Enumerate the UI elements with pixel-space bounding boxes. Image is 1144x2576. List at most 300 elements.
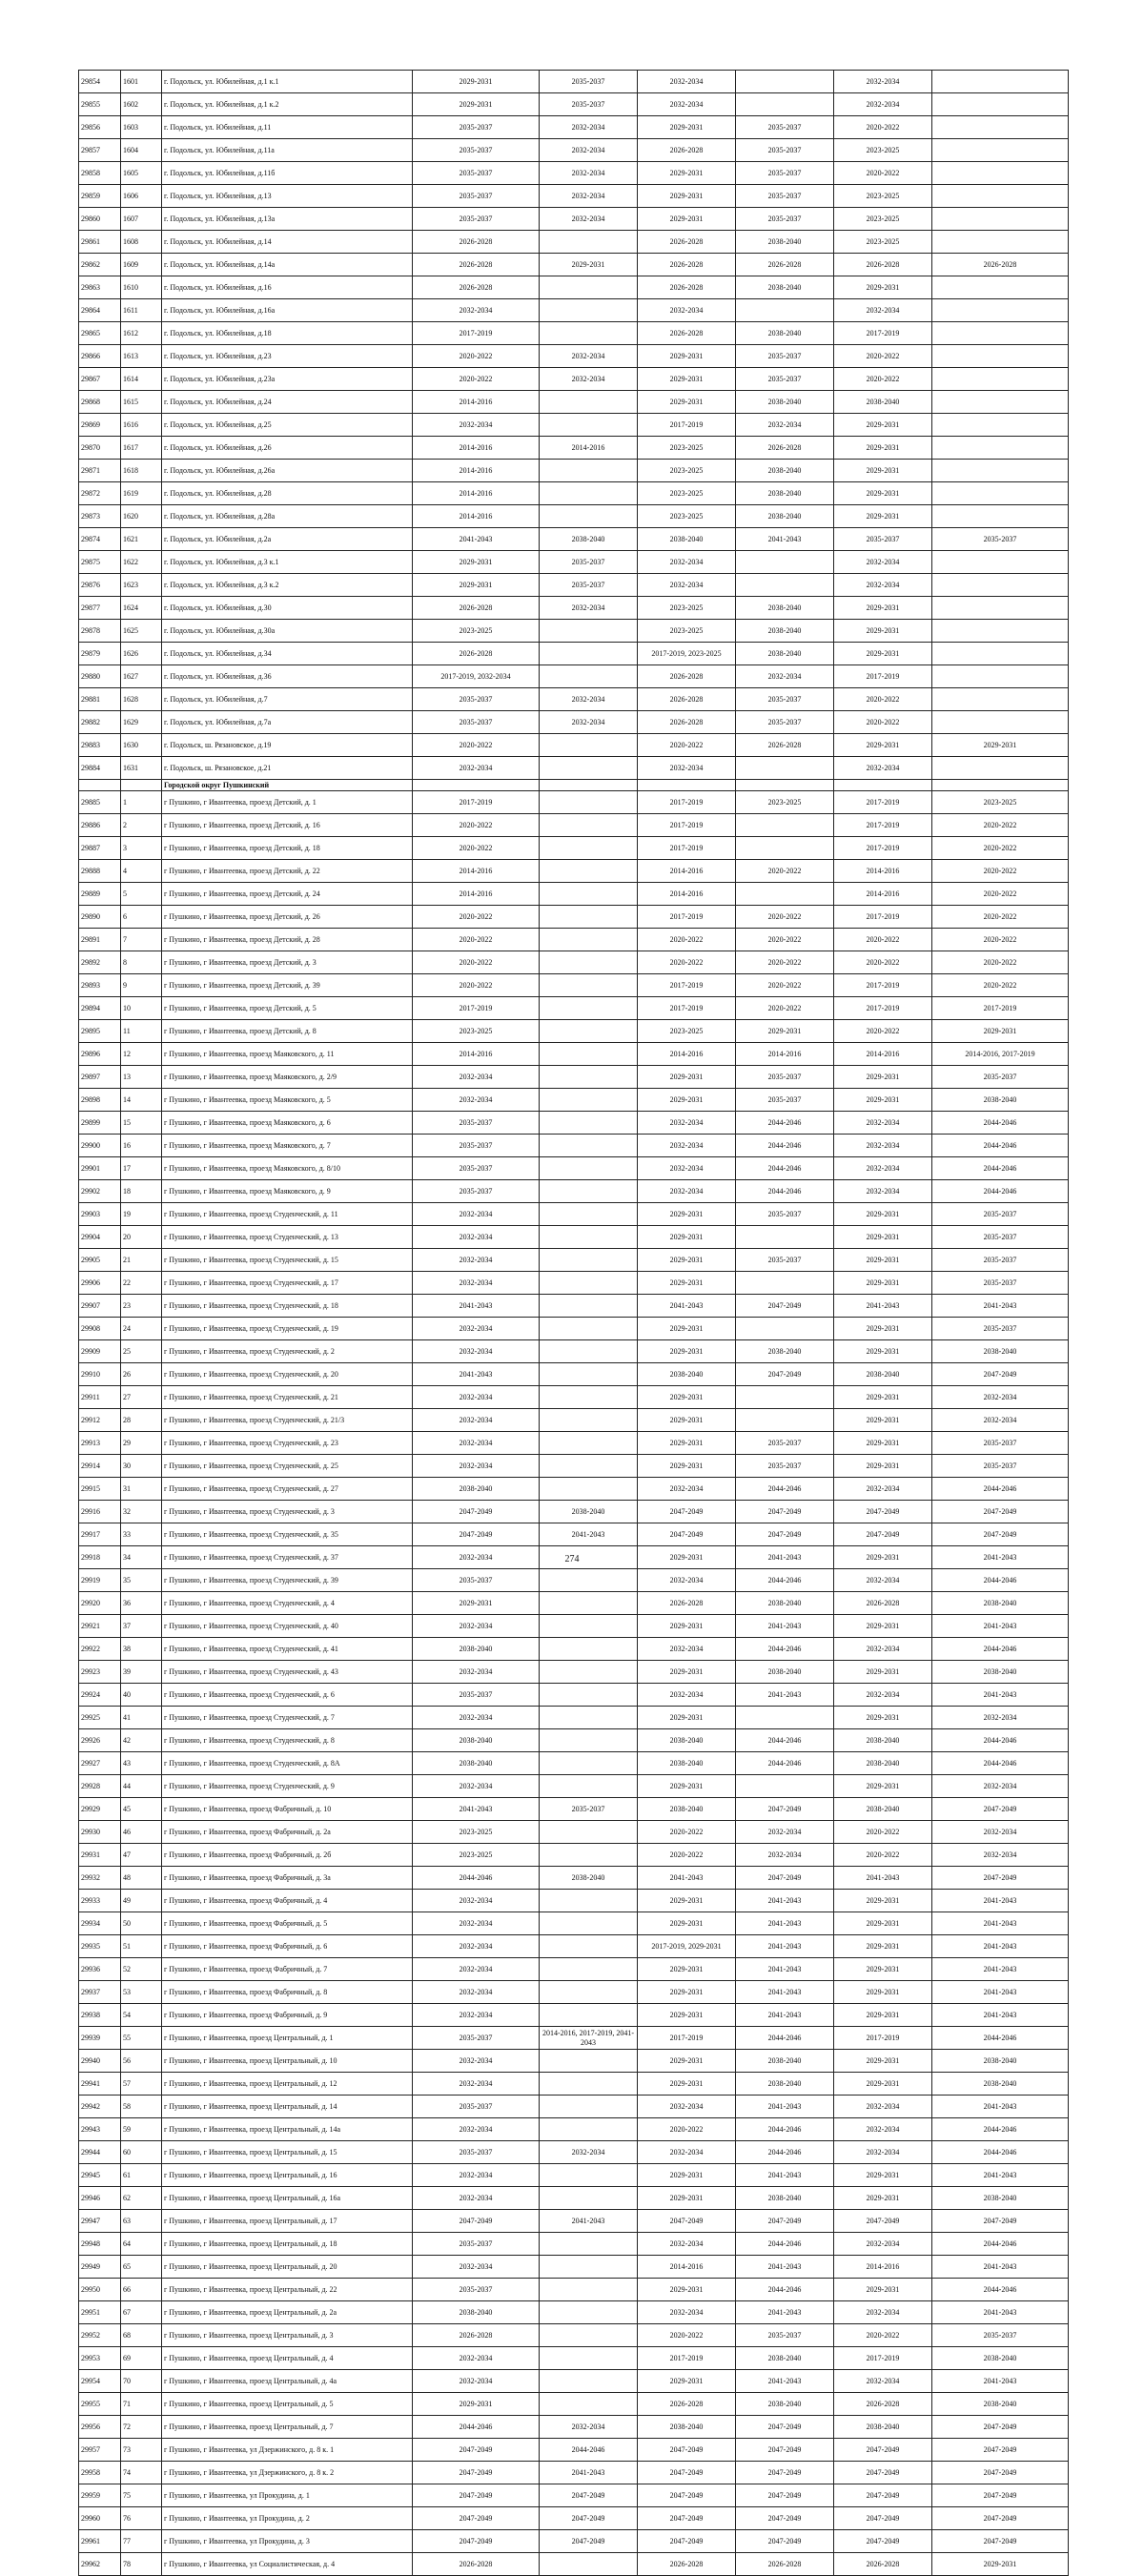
period-cell-3: 2029-2031 <box>638 1615 736 1638</box>
period-cell-1: 2032-2034 <box>413 2187 540 2210</box>
section-cell-blank <box>121 780 162 791</box>
period-cell-2: 2035-2037 <box>540 1798 638 1821</box>
address-cell: г Пушкино, г Ивантеевка, проезд Маяковского, д. 5 <box>162 1089 413 1112</box>
period-cell-4: 2044-2046 <box>736 1752 834 1775</box>
period-cell-2 <box>540 414 638 437</box>
period-cell-3: 2038-2040 <box>638 2416 736 2439</box>
row-id-cell: 29859 <box>79 185 121 208</box>
period-cell-2 <box>540 860 638 883</box>
section-cell-blank <box>638 780 736 791</box>
period-cell-2 <box>540 391 638 414</box>
period-cell-1: 2032-2034 <box>413 1340 540 1363</box>
table-row <box>79 2416 1069 2439</box>
period-cell-6: 2044-2046 <box>932 2027 1069 2050</box>
row-id-cell: 29905 <box>79 1249 121 1272</box>
period-cell-5: 2017-2019 <box>834 322 932 345</box>
period-cell-5: 2029-2031 <box>834 1890 932 1912</box>
period-cell-6: 2047-2049 <box>932 1867 1069 1890</box>
period-cell-2 <box>540 299 638 322</box>
period-cell-6: 2026-2028 <box>932 254 1069 276</box>
table-row <box>79 2256 1069 2279</box>
period-cell-6: 2035-2037 <box>932 1226 1069 1249</box>
period-cell-5: 2038-2040 <box>834 1798 932 1821</box>
period-cell-5: 2029-2031 <box>834 1386 932 1409</box>
item-number-cell: 1611 <box>121 299 162 322</box>
row-id-cell: 29889 <box>79 883 121 906</box>
period-cell-6 <box>932 482 1069 505</box>
item-number-cell: 1602 <box>121 93 162 116</box>
address-cell: г Пушкино, г Ивантеевка, проезд Маяковского, д. 7 <box>162 1135 413 1157</box>
period-cell-3: 2032-2034 <box>638 2301 736 2324</box>
item-number-cell: 77 <box>121 2530 162 2553</box>
period-cell-2: 2035-2037 <box>540 93 638 116</box>
table-row <box>79 437 1069 460</box>
period-cell-3: 2029-2031 <box>638 2370 736 2393</box>
table-row <box>79 2324 1069 2347</box>
address-cell: г Пушкино, г Ивантеевка, проезд Детский, д. 39 <box>162 974 413 997</box>
period-cell-4: 2047-2049 <box>736 2439 834 2462</box>
table-row <box>79 814 1069 837</box>
period-cell-6: 2041-2043 <box>932 1295 1069 1318</box>
period-cell-6: 2035-2037 <box>932 1318 1069 1340</box>
address-cell: г Пушкино, г Ивантеевка, проезд Студенческий, д. 13 <box>162 1226 413 1249</box>
period-cell-5: 2020-2022 <box>834 951 932 974</box>
period-cell-6: 2017-2019 <box>932 997 1069 1020</box>
table-row <box>79 2279 1069 2301</box>
item-number-cell: 1619 <box>121 482 162 505</box>
period-cell-3: 2029-2031 <box>638 2279 736 2301</box>
period-cell-3: 2029-2031 <box>638 162 736 185</box>
table-row <box>79 1363 1069 1386</box>
row-id-cell: 29898 <box>79 1089 121 1112</box>
item-number-cell: 1615 <box>121 391 162 414</box>
period-cell-4: 2020-2022 <box>736 860 834 883</box>
address-cell: г. Подольск, ул. Юбилейная, д.7а <box>162 711 413 734</box>
period-cell-4: 2035-2037 <box>736 2324 834 2347</box>
period-cell-5: 2029-2031 <box>834 1546 932 1569</box>
period-cell-5: 2017-2019 <box>834 2027 932 2050</box>
period-cell-5: 2047-2049 <box>834 2462 932 2484</box>
period-cell-5: 2041-2043 <box>834 1295 932 1318</box>
period-cell-6: 2038-2040 <box>932 2187 1069 2210</box>
period-cell-3: 2029-2031 <box>638 2073 736 2096</box>
period-cell-3: 2029-2031 <box>638 1226 736 1249</box>
period-cell-5: 2029-2031 <box>834 1981 932 2004</box>
item-number-cell: 65 <box>121 2256 162 2279</box>
period-cell-5: 2029-2031 <box>834 1432 932 1455</box>
period-cell-2: 2032-2034 <box>540 185 638 208</box>
period-cell-2: 2032-2034 <box>540 116 638 139</box>
period-cell-6: 2044-2046 <box>932 1638 1069 1661</box>
table-row <box>79 1707 1069 1729</box>
period-cell-5: 2032-2034 <box>834 2118 932 2141</box>
period-cell-3: 2032-2034 <box>638 757 736 780</box>
period-cell-5: 2029-2031 <box>834 1409 932 1432</box>
item-number-cell: 46 <box>121 1821 162 1844</box>
period-cell-2 <box>540 276 638 299</box>
row-id-cell: 29943 <box>79 2118 121 2141</box>
period-cell-4: 2041-2043 <box>736 2004 834 2027</box>
period-cell-5: 2029-2031 <box>834 482 932 505</box>
period-cell-3: 2029-2031 <box>638 1455 736 1478</box>
period-cell-2 <box>540 791 638 814</box>
row-id-cell: 29924 <box>79 1684 121 1707</box>
period-cell-1: 2032-2034 <box>413 2073 540 2096</box>
row-id-cell: 29922 <box>79 1638 121 1661</box>
period-cell-3: 2029-2031 <box>638 1958 736 1981</box>
period-cell-4: 2044-2046 <box>736 1112 834 1135</box>
period-cell-6: 2041-2043 <box>932 1684 1069 1707</box>
row-id-cell: 29942 <box>79 2096 121 2118</box>
period-cell-5: 2029-2031 <box>834 414 932 437</box>
row-id-cell: 29912 <box>79 1409 121 1432</box>
period-cell-6 <box>932 116 1069 139</box>
item-number-cell: 1623 <box>121 574 162 597</box>
item-number-cell: 72 <box>121 2416 162 2439</box>
item-number-cell: 9 <box>121 974 162 997</box>
item-number-cell: 1612 <box>121 322 162 345</box>
item-number-cell: 69 <box>121 2347 162 2370</box>
period-cell-2 <box>540 2347 638 2370</box>
item-number-cell: 50 <box>121 1912 162 1935</box>
period-cell-2 <box>540 1844 638 1867</box>
period-cell-1: 2032-2034 <box>413 1890 540 1912</box>
row-id-cell: 29890 <box>79 906 121 929</box>
period-cell-3: 2029-2031 <box>638 2050 736 2073</box>
period-cell-5: 2047-2049 <box>834 2210 932 2233</box>
period-cell-6: 2041-2043 <box>932 1546 1069 1569</box>
item-number-cell: 1618 <box>121 460 162 482</box>
period-cell-2 <box>540 883 638 906</box>
address-cell: г. Подольск, ул. Юбилейная, д.2а <box>162 528 413 551</box>
table-row <box>79 1112 1069 1135</box>
period-cell-4: 2038-2040 <box>736 2187 834 2210</box>
table-row <box>79 1981 1069 2004</box>
period-cell-1: 2014-2016 <box>413 460 540 482</box>
section-cell-blank <box>540 780 638 791</box>
period-cell-3: 2023-2025 <box>638 437 736 460</box>
period-cell-3: 2020-2022 <box>638 734 736 757</box>
row-id-cell: 29869 <box>79 414 121 437</box>
period-cell-4: 2029-2031 <box>736 1020 834 1043</box>
table-row <box>79 1020 1069 1043</box>
row-id-cell: 29954 <box>79 2370 121 2393</box>
table-row <box>79 2462 1069 2484</box>
item-number-cell: 43 <box>121 1752 162 1775</box>
address-cell: г. Подольск, ул. Юбилейная, д.13а <box>162 208 413 231</box>
period-cell-1: 2035-2037 <box>413 1569 540 1592</box>
table-body-pushkinsky <box>79 791 1069 2576</box>
period-cell-3: 2038-2040 <box>638 1363 736 1386</box>
period-cell-2 <box>540 1386 638 1409</box>
period-cell-1: 2026-2028 <box>413 276 540 299</box>
address-cell: г. Подольск, ул. Юбилейная, д.36 <box>162 665 413 688</box>
period-cell-1: 2020-2022 <box>413 951 540 974</box>
period-cell-4 <box>736 814 834 837</box>
address-cell: г Пушкино, г Ивантеевка, проезд Фабричный, д. 5 <box>162 1912 413 1935</box>
period-cell-3: 2032-2034 <box>638 1180 736 1203</box>
period-cell-1: 2032-2034 <box>413 1935 540 1958</box>
period-cell-3: 2029-2031 <box>638 2164 736 2187</box>
period-cell-6 <box>932 688 1069 711</box>
address-cell: г. Подольск, ул. Юбилейная, д.28 <box>162 482 413 505</box>
period-cell-1: 2032-2034 <box>413 1089 540 1112</box>
period-cell-2 <box>540 1272 638 1295</box>
period-cell-3: 2041-2043 <box>638 1295 736 1318</box>
period-cell-5: 2047-2049 <box>834 2530 932 2553</box>
period-cell-3: 2032-2034 <box>638 2141 736 2164</box>
period-cell-6: 2041-2043 <box>932 2164 1069 2187</box>
period-cell-2 <box>540 1157 638 1180</box>
item-number-cell: 10 <box>121 997 162 1020</box>
row-id-cell: 29909 <box>79 1340 121 1363</box>
period-cell-1: 2020-2022 <box>413 814 540 837</box>
period-cell-1: 2032-2034 <box>413 1203 540 1226</box>
row-id-cell: 29881 <box>79 688 121 711</box>
period-cell-4: 2038-2040 <box>736 1592 834 1615</box>
table-row <box>79 93 1069 116</box>
row-id-cell: 29877 <box>79 597 121 620</box>
period-cell-5: 2029-2031 <box>834 1707 932 1729</box>
period-cell-5: 2029-2031 <box>834 1066 932 1089</box>
period-cell-6 <box>932 93 1069 116</box>
period-cell-4: 2038-2040 <box>736 231 834 254</box>
address-cell: г Пушкино, г Ивантеевка, проезд Фабричный, д. 3а <box>162 1867 413 1890</box>
item-number-cell: 17 <box>121 1157 162 1180</box>
period-cell-1: 2044-2046 <box>413 1867 540 1890</box>
row-id-cell: 29958 <box>79 2462 121 2484</box>
item-number-cell: 1630 <box>121 734 162 757</box>
period-cell-1: 2014-2016 <box>413 883 540 906</box>
period-cell-1: 2035-2037 <box>413 2233 540 2256</box>
item-number-cell: 75 <box>121 2484 162 2507</box>
period-cell-4: 2035-2037 <box>736 116 834 139</box>
item-number-cell: 1 <box>121 791 162 814</box>
period-cell-1: 2032-2034 <box>413 1432 540 1455</box>
period-cell-6: 2020-2022 <box>932 974 1069 997</box>
period-cell-2: 2014-2016 <box>540 437 638 460</box>
period-cell-6: 2032-2034 <box>932 1409 1069 1432</box>
item-number-cell: 5 <box>121 883 162 906</box>
address-cell: г Пушкино, г Ивантеевка, проезд Фабричный, д. 9 <box>162 2004 413 2027</box>
item-number-cell: 58 <box>121 2096 162 2118</box>
address-cell: г Пушкино, г Ивантеевка, проезд Детский, д. 3 <box>162 951 413 974</box>
address-cell: г Пушкино, г Ивантеевка, проезд Центральный, д. 3 <box>162 2324 413 2347</box>
period-cell-5: 2032-2034 <box>834 2301 932 2324</box>
period-cell-2 <box>540 1112 638 1135</box>
table-row <box>79 1729 1069 1752</box>
table-row <box>79 2004 1069 2027</box>
row-id-cell: 29919 <box>79 1569 121 1592</box>
item-number-cell: 1605 <box>121 162 162 185</box>
address-cell: г Пушкино, г Ивантеевка, проезд Центральный, д. 1 <box>162 2027 413 2050</box>
table-row <box>79 757 1069 780</box>
period-cell-6 <box>932 345 1069 368</box>
period-cell-3: 2020-2022 <box>638 929 736 951</box>
period-cell-5: 2026-2028 <box>834 1592 932 1615</box>
period-cell-6 <box>932 71 1069 93</box>
item-number-cell: 12 <box>121 1043 162 1066</box>
table-row <box>79 711 1069 734</box>
address-cell: г. Подольск, ул. Юбилейная, д.11 <box>162 116 413 139</box>
table-row <box>79 688 1069 711</box>
address-cell: г Пушкино, г Ивантеевка, проезд Детский, д. 5 <box>162 997 413 1020</box>
row-id-cell: 29870 <box>79 437 121 460</box>
item-number-cell: 21 <box>121 1249 162 1272</box>
period-cell-5: 2029-2031 <box>834 460 932 482</box>
schedule-table <box>78 70 1069 2576</box>
address-cell: г Пушкино, г Ивантеевка, проезд Детский, д. 22 <box>162 860 413 883</box>
table-row <box>79 837 1069 860</box>
row-id-cell: 29921 <box>79 1615 121 1638</box>
period-cell-6 <box>932 620 1069 643</box>
period-cell-1: 2032-2034 <box>413 1661 540 1684</box>
item-number-cell: 47 <box>121 1844 162 1867</box>
table-row <box>79 1409 1069 1432</box>
row-id-cell: 29932 <box>79 1867 121 1890</box>
item-number-cell: 74 <box>121 2462 162 2484</box>
period-cell-2: 2038-2040 <box>540 1867 638 1890</box>
period-cell-6: 2044-2046 <box>932 1135 1069 1157</box>
period-cell-1: 2014-2016 <box>413 1043 540 1066</box>
period-cell-5: 2017-2019 <box>834 974 932 997</box>
row-id-cell: 29900 <box>79 1135 121 1157</box>
period-cell-3: 2029-2031 <box>638 1272 736 1295</box>
table-row <box>79 460 1069 482</box>
address-cell: г Пушкино, г Ивантеевка, проезд Фабричный, д. 2а <box>162 1821 413 1844</box>
row-id-cell: 29865 <box>79 322 121 345</box>
period-cell-4: 2014-2016 <box>736 1043 834 1066</box>
period-cell-5: 2038-2040 <box>834 1363 932 1386</box>
table-body-podolsk <box>79 71 1069 780</box>
period-cell-4: 2041-2043 <box>736 2096 834 2118</box>
address-cell: г. Подольск, ш. Рязановское, д.21 <box>162 757 413 780</box>
address-cell: г. Подольск, ул. Юбилейная, д.26а <box>162 460 413 482</box>
period-cell-1: 2032-2034 <box>413 1249 540 1272</box>
period-cell-1: 2047-2049 <box>413 1523 540 1546</box>
row-id-cell: 29937 <box>79 1981 121 2004</box>
period-cell-6: 2029-2031 <box>932 734 1069 757</box>
period-cell-2: 2032-2034 <box>540 688 638 711</box>
period-cell-1: 2020-2022 <box>413 906 540 929</box>
address-cell: г Пушкино, г Ивантеевка, проезд Студенческий, д. 11 <box>162 1203 413 1226</box>
table-row <box>79 139 1069 162</box>
period-cell-3: 2029-2031 <box>638 1775 736 1798</box>
period-cell-1: 2026-2028 <box>413 2324 540 2347</box>
table-row <box>79 1180 1069 1203</box>
period-cell-3: 2032-2034 <box>638 1638 736 1661</box>
row-id-cell: 29878 <box>79 620 121 643</box>
period-cell-4: 2035-2037 <box>736 345 834 368</box>
period-cell-5: 2038-2040 <box>834 391 932 414</box>
table-row <box>79 1386 1069 1409</box>
period-cell-5: 2032-2034 <box>834 93 932 116</box>
period-cell-3: 2029-2031 <box>638 368 736 391</box>
period-cell-3: 2029-2031 <box>638 1661 736 1684</box>
address-cell: г Пушкино, г Ивантеевка, проезд Студенческий, д. 21 <box>162 1386 413 1409</box>
period-cell-4: 2035-2037 <box>736 1203 834 1226</box>
table-row <box>79 2141 1069 2164</box>
period-cell-6 <box>932 665 1069 688</box>
period-cell-3: 2017-2019, 2029-2031 <box>638 1935 736 1958</box>
period-cell-4 <box>736 574 834 597</box>
table-row <box>79 1798 1069 1821</box>
period-cell-5: 2032-2034 <box>834 2096 932 2118</box>
period-cell-1: 2032-2034 <box>413 1272 540 1295</box>
period-cell-1: 2035-2037 <box>413 162 540 185</box>
table-row <box>79 2347 1069 2370</box>
period-cell-1: 2047-2049 <box>413 2439 540 2462</box>
row-id-cell: 29940 <box>79 2050 121 2073</box>
item-number-cell: 1613 <box>121 345 162 368</box>
period-cell-6 <box>932 162 1069 185</box>
table-row <box>79 1684 1069 1707</box>
period-cell-5: 2029-2031 <box>834 620 932 643</box>
period-cell-2 <box>540 1203 638 1226</box>
period-cell-4: 2044-2046 <box>736 1478 834 1501</box>
address-cell: г Пушкино, г Ивантеевка, проезд Фабричный, д. 7 <box>162 1958 413 1981</box>
period-cell-3: 2029-2031 <box>638 1890 736 1912</box>
period-cell-1: 2035-2037 <box>413 116 540 139</box>
period-cell-4: 2038-2040 <box>736 597 834 620</box>
period-cell-3: 2026-2028 <box>638 711 736 734</box>
table-row <box>79 1478 1069 1501</box>
period-cell-5: 2017-2019 <box>834 791 932 814</box>
period-cell-5: 2023-2025 <box>834 185 932 208</box>
item-number-cell: 60 <box>121 2141 162 2164</box>
period-cell-4: 2044-2046 <box>736 2027 834 2050</box>
period-cell-3: 2029-2031 <box>638 185 736 208</box>
table-row <box>79 1226 1069 1249</box>
period-cell-1: 2038-2040 <box>413 1638 540 1661</box>
row-id-cell: 29902 <box>79 1180 121 1203</box>
item-number-cell: 1601 <box>121 71 162 93</box>
period-cell-5: 2017-2019 <box>834 837 932 860</box>
row-id-cell: 29956 <box>79 2416 121 2439</box>
period-cell-2 <box>540 1752 638 1775</box>
period-cell-4: 2035-2037 <box>736 139 834 162</box>
period-cell-2 <box>540 505 638 528</box>
row-id-cell: 29923 <box>79 1661 121 1684</box>
table-row <box>79 1935 1069 1958</box>
item-number-cell: 1622 <box>121 551 162 574</box>
row-id-cell: 29875 <box>79 551 121 574</box>
period-cell-3: 2032-2034 <box>638 551 736 574</box>
period-cell-4: 2035-2037 <box>736 1089 834 1112</box>
period-cell-6: 2041-2043 <box>932 1912 1069 1935</box>
period-cell-1: 2047-2049 <box>413 1501 540 1523</box>
period-cell-5: 2020-2022 <box>834 1844 932 1867</box>
period-cell-3: 2026-2028 <box>638 2553 736 2576</box>
period-cell-4: 2020-2022 <box>736 929 834 951</box>
period-cell-1: 2020-2022 <box>413 368 540 391</box>
period-cell-4: 2044-2046 <box>736 2118 834 2141</box>
period-cell-3: 2032-2034 <box>638 93 736 116</box>
period-cell-6: 2032-2034 <box>932 1707 1069 1729</box>
item-number-cell: 37 <box>121 1615 162 1638</box>
period-cell-4: 2047-2049 <box>736 1867 834 1890</box>
row-id-cell: 29887 <box>79 837 121 860</box>
address-cell: г Пушкино, г Ивантеевка, ул Прокудина, д. 1 <box>162 2484 413 2507</box>
period-cell-3: 2017-2019 <box>638 2027 736 2050</box>
address-cell: г Пушкино, г Ивантеевка, проезд Студенческий, д. 21/3 <box>162 1409 413 1432</box>
address-cell: г Пушкино, г Ивантеевка, проезд Детский, д. 16 <box>162 814 413 837</box>
row-id-cell: 29885 <box>79 791 121 814</box>
address-cell: г Пушкино, г Ивантеевка, проезд Фабричный, д. 4 <box>162 1890 413 1912</box>
period-cell-4: 2020-2022 <box>736 997 834 1020</box>
period-cell-4: 2035-2037 <box>736 1249 834 1272</box>
period-cell-5: 2014-2016 <box>834 1043 932 1066</box>
